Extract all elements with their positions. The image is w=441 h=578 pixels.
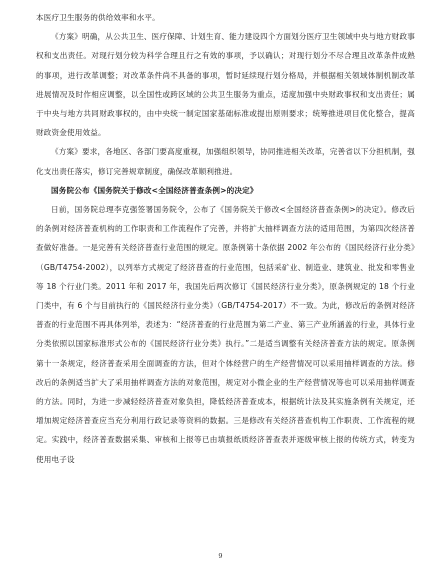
page-number: 9 (218, 552, 223, 560)
paragraph-plan-scope: 《方案》明确，从公共卫生、医疗保障、计划生育、能力建设四个方面划分医疗卫生领域中央与地方财政事权和支出责任。对现行划分较为科学合理且行之有效的事项，予以确认；对现行划分不尽合理且改革条件成熟的事项，进行改革调整；对改革条件尚不具备的事项，暂时延续现行划分格局，并根据相关领域体制机制改革进展情况及时作相应调整，以全国性或跨区域的公共卫生服务为重点，适度加强中央财政事权和支出责任；属于中央与地方共同财政事权的，由中央统一制定国家基础标准或提出原则要求；统筹推进项目优化整合，提高财政资金使用效益。 (36, 32, 415, 138)
section-heading: 国务院公布《国务院关于修改<全国经济普查条例>的决定》 (51, 185, 258, 195)
paragraph-plan-requirements: 《方案》要求，各地区、各部门要高度重视，加强组织领导，协同推进相关改革，完善省以下分担机制，强化支出责任落实，修订完善规章制度，确保改革顺利推进。 (36, 147, 415, 176)
paragraph-continuation: 本医疗卫生服务的供给效率和水平。 (36, 13, 160, 22)
paragraph-census-regulation: 日前，国务院总理李克强签署国务院令，公布了《国务院关于修改<全国经济普查条例>的决定》。修改后的条例对经济普查机构的工作职责和工作流程作了完善，并将扩大抽样调查方法的适用范围，为第四次经济普查做好准备。一是完善有关经济普查行业范围的规定。原条例第十条依据 2002 年公布的《国民经济行业分类》（GB/T4754-2002），以列举方式规定了经济普查的行业范围，包括采矿业、制造业、建筑业、批发和零售业等 18 个行业门类。2011 年和 2017 年，我国先后两次修订《国民经济行业分类》，原条例规定的 18 个行业门类中，有 6 个与目前执行的《国民经济行业分类》（GB/T4754-2017）不一致。为此，修改后的条例对经济普查的行业范围不再具体列举，表述为：“经济普查的行业范围为第二产业、第三产业所涵盖的行业，具体行业分类依照以国家标准形式公布的《国民经济行业分类》执行。”二是适当调整有关经济普查方法的规定。原条例第十一条规定，经济普查采用全面调查的方法，但对个体经营户的生产经营情况可以采用抽样调查的方法。修改后的条例适当扩大了采用抽样调查方法的对象范围，规定对小微企业的生产经营情况等也可以采用抽样调查的方法。同时，为进一步减轻经济普查对象负担，降低经济普查成本，根据统计法及其实施条例有关规定，还增加规定经济普查应当充分利用行政记录等资料的数据。三是修改有关经济普查机构工作职责、工作流程的规定。实践中，经济普查数据采集、审核和上报等已由填报纸质经济普查表并逐级审核上报的传统方式，转变为使用电子设 (36, 205, 415, 464)
document-body (36, 8, 415, 469)
